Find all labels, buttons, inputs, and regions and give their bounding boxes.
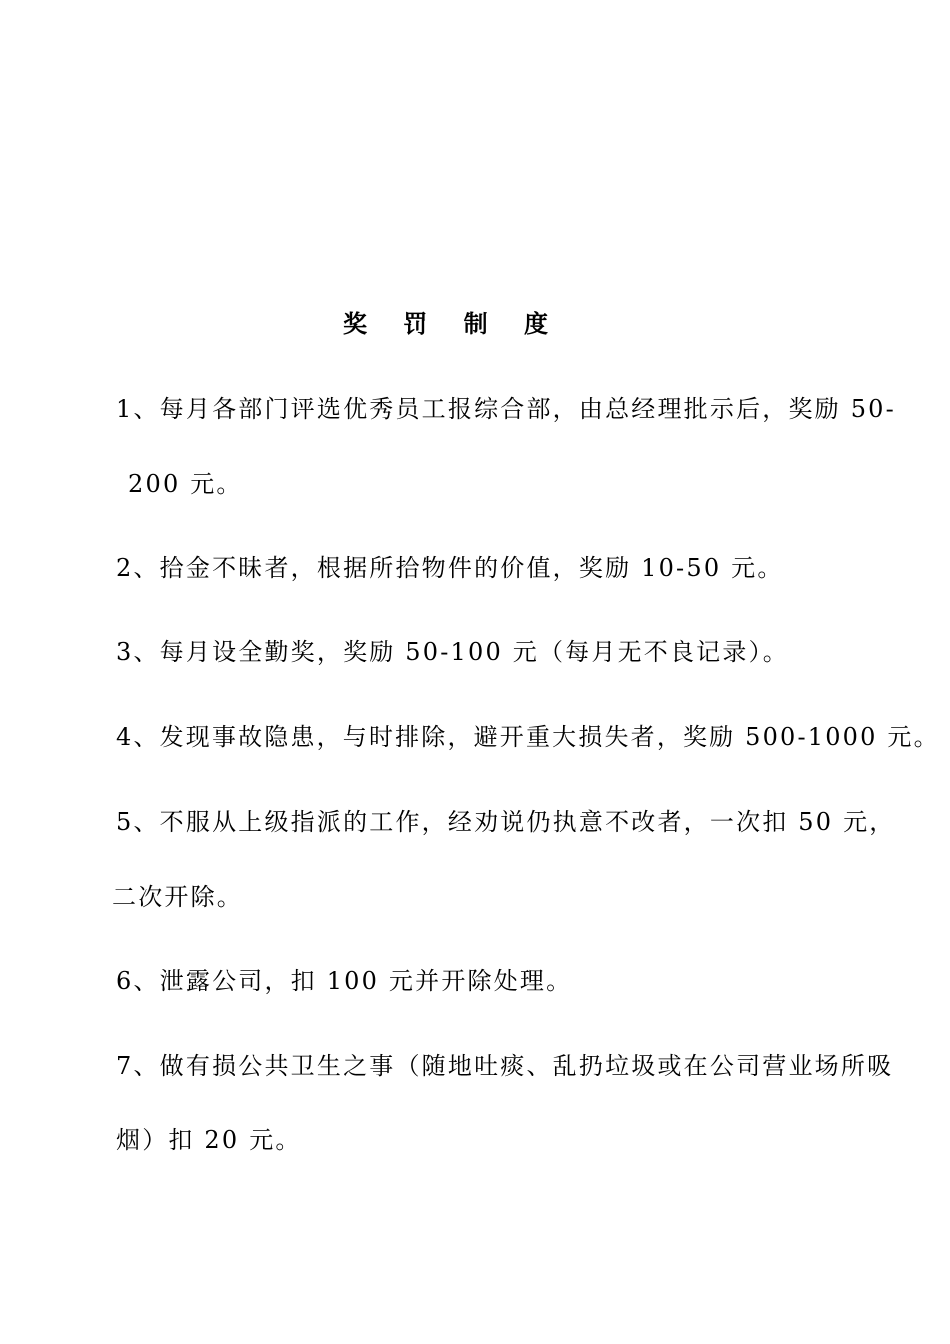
rule-5-line-1: 5、不服从上级指派的工作，经劝说仍执意不改者，一次扣 50 元， — [116, 808, 896, 836]
rule-5-line-2: 二次开除。 — [112, 883, 243, 911]
rule-7-line-2: 烟）扣 20 元。 — [116, 1126, 302, 1154]
document-title: 奖 罚 制 度 — [342, 309, 563, 338]
rule-7-line-1: 7、做有损公共卫生之事（随地吐痰、乱扔垃圾或在公司营业场所吸 — [116, 1052, 894, 1080]
rule-4: 4、发现事故隐患，与时排除，避开重大损失者，奖励 500-1000 元。 — [116, 723, 940, 751]
rule-2: 2、拾金不昧者，根据所拾物件的价值，奖励 10-50 元。 — [116, 554, 784, 582]
rule-1-line-2: 200 元。 — [128, 470, 243, 498]
rule-1-line-1: 1、每月各部门评选优秀员工报综合部，由总经理批示后，奖励 50- — [116, 395, 896, 423]
rule-3: 3、每月设全勤奖，奖励 50-100 元（每月无不良记录）。 — [116, 638, 789, 666]
rule-6: 6、泄露公司，扣 100 元并开除处理。 — [116, 967, 573, 995]
